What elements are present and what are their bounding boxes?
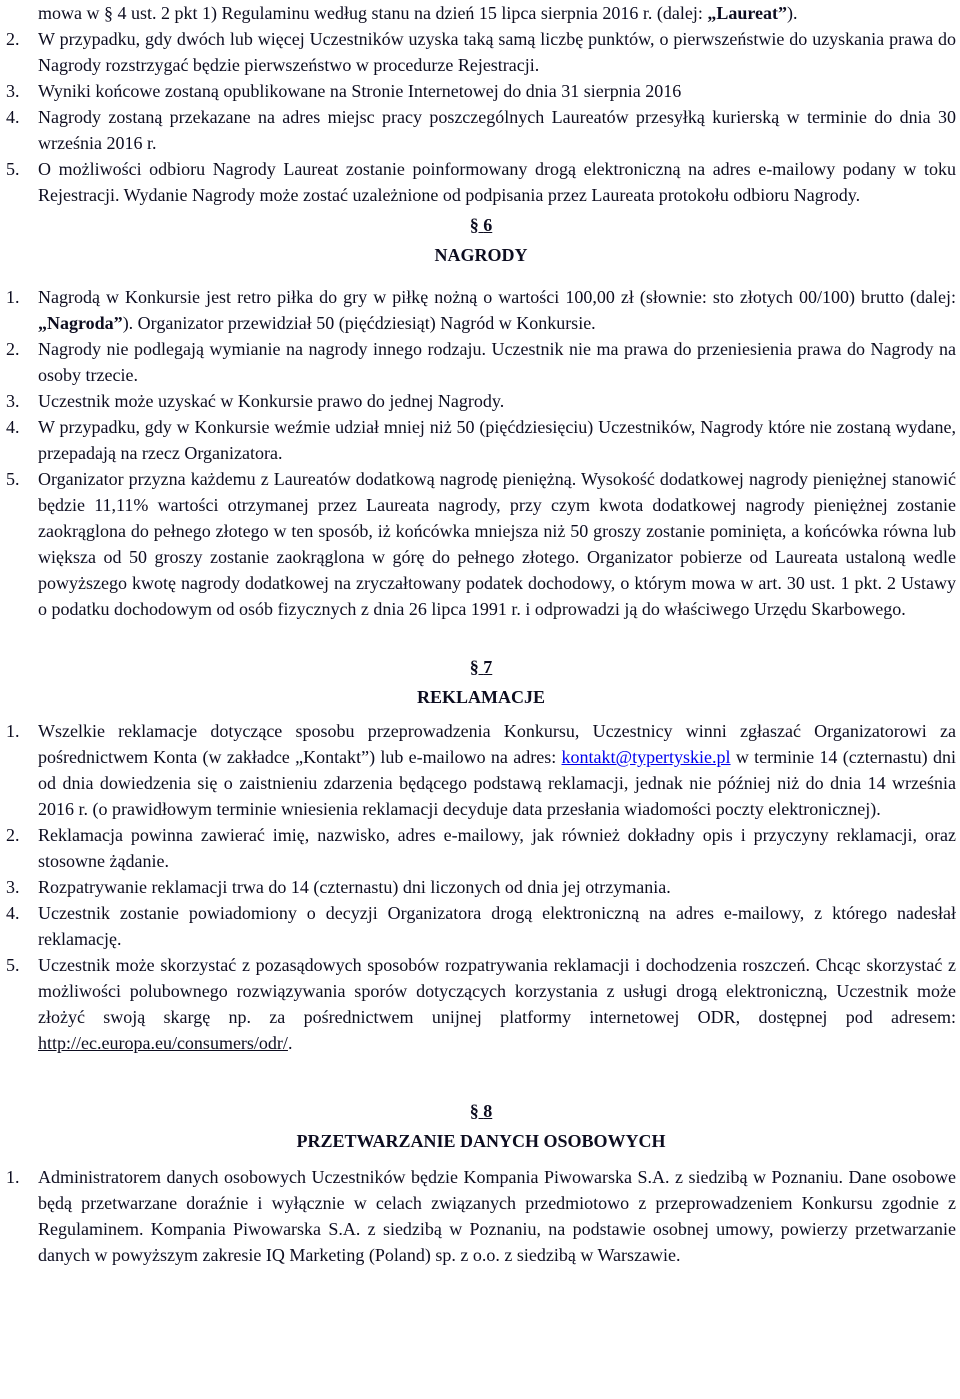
- item-text: Wszelkie reklamacje dotyczące sposobu przeprowadzenia Konkursu, Uczestnicy winni zgłaszać Organizatorowi za pośrednictwem Konta (w zakładce „Kontakt”) lub e-mailowo na adres: kontakt@typertyskie.pl w terminie 14 (czternastu) dni od dnia dowiedzenia się o zaistnieniu zdarzenia będącego podstawą reklamacji, jednak nie później niż do dnia 14 września 2016 r. (o prawidłowym terminie wniesienia reklamacji decyduje data przesłania wiadomości poczty elektronicznej).: [38, 721, 956, 819]
- list-item: [6, 900, 956, 952]
- item-text: Uczestnik może skorzystać z pozasądowych sposobów rozpatrywania reklamacji i dochodzenia roszczeń. Chcąc skorzystać z możliwości polubownego rozwiązywania sporów dotyczących korzystania z usługi drogą elektroniczną, Uczestnik może złożyć swoją skargę np. za pośrednictwem unijnej platformy internetowej ODR, dostępnej pod adresem: http://ec.europa.eu/consumers/odr/.: [38, 955, 956, 1053]
- item-number: 3.: [6, 391, 20, 411]
- item-number: 1.: [6, 1167, 20, 1187]
- item-number: 4.: [6, 107, 20, 127]
- item-text: W przypadku, gdy w Konkursie weźmie udział mniej niż 50 (pięćdziesięciu) Uczestników, Nagrody które nie zostaną wydane, przepadają na rzecz Organizatora.: [38, 417, 956, 463]
- section6-list: [6, 284, 956, 622]
- item-text: Nagrodą w Konkursie jest retro piłka do gry w piłkę nożną o wartości 100,00 zł (słownie: sto złotych 00/100) brutto (dalej: „Nagroda”). Organizator przewidział 50 (pięćdziesiąt) Nagród w Konkursie.: [38, 287, 956, 333]
- list-item: [6, 156, 956, 208]
- item-number: 2.: [6, 29, 20, 49]
- item-number: 1.: [6, 721, 20, 741]
- item-text: Reklamacja powinna zawierać imię, nazwisko, adres e-mailowy, jak również dokładny opis i przyczyny reklamacji, oraz stosowne żądanie.: [38, 825, 956, 871]
- section8-list: [6, 1164, 956, 1268]
- item-number: 4.: [6, 903, 20, 923]
- list-item: [6, 466, 956, 622]
- odr-platform-link[interactable]: http://ec.europa.eu/consumers/odr/: [38, 1033, 288, 1053]
- section-title: PRZETWARZANIE DANYCH OSOBOWYCH: [296, 1131, 666, 1151]
- item-number: 3.: [6, 81, 20, 101]
- item-text: Administratorem danych osobowych Uczestników będzie Kompania Piwowarska S.A. z siedzibą w Poznaniu. Dane osobowe będą przetwarzane doraźnie i wyłącznie w celach związanych przedmiotowo z przeprowadzeniem Konkursu zgodnie z Regulaminem. Kompania Piwowarska S.A. z siedzibą w Poznaniu, na podstawie osobnej umowy, powierzy przetwarzanie danych w powyższym zakresie IQ Marketing (Poland) sp. z o.o. z siedzibą w Warszawie.: [38, 1167, 956, 1265]
- item-number: 1.: [6, 287, 20, 307]
- intro-suffix: ).: [787, 3, 798, 23]
- item-number: 3.: [6, 877, 20, 897]
- item-number: 2.: [6, 339, 20, 359]
- list-item: [6, 284, 956, 336]
- item-text: Uczestnik może uzyskać w Konkursie prawo do jednej Nagrody.: [38, 391, 505, 411]
- list-item: [6, 822, 956, 874]
- list-item: [6, 1164, 956, 1268]
- item-number: 5.: [6, 955, 20, 975]
- intro-line: [38, 0, 956, 26]
- item-number: 5.: [6, 469, 20, 489]
- nagroda-term: „Nagroda”: [38, 313, 123, 333]
- section7-list: [6, 718, 956, 1056]
- list-item: [6, 104, 956, 156]
- item-text: O możliwości odbioru Nagrody Laureat zostanie poinformowany drogą elektroniczną na adres e-mailowy podany w toku Rejestracji. Wydanie Nagrody może zostać uzależnione od podpisania przez Laureata protokołu odbioru Nagrody.: [38, 159, 956, 205]
- item-text: Nagrody zostaną przekazane na adres miejsc pracy poszczególnych Laureatów przesyłką kurierską w terminie do dnia 30 września 2016 r.: [38, 107, 956, 153]
- laureat-term: „Laureat”: [707, 3, 788, 23]
- list-item: [6, 78, 956, 104]
- item-number: 2.: [6, 825, 20, 845]
- item-text: Wyniki końcowe zostaną opublikowane na Stronie Internetowej do dnia 31 sierpnia 2016: [38, 81, 682, 101]
- list-item: [6, 952, 956, 1056]
- contact-email-link[interactable]: kontakt@typertyskie.pl: [561, 747, 731, 767]
- section-number: § 7: [6, 654, 956, 680]
- item-text: Uczestnik zostanie powiadomiony o decyzji Organizatora drogą elektroniczną na adres e-mailowy, z którego nadesłał reklamację.: [38, 903, 956, 949]
- list-item: [6, 26, 956, 78]
- item-number: 5.: [6, 159, 20, 179]
- intro-text: mowa w § 4 ust. 2 pkt 1) Regulaminu według stanu na dzień 15 lipca sierpnia 2016 r. (dalej:: [38, 3, 708, 23]
- item-text: W przypadku, gdy dwóch lub więcej Uczestników uzyska taką samą liczbę punktów, o pierwszeństwie do uzyskania prawa do Nagrody rozstrzygać będzie pierwszeństwo w procedurze Rejestracji.: [38, 29, 956, 75]
- section-number: § 8: [6, 1098, 956, 1124]
- section-title: REKLAMACJE: [416, 687, 545, 707]
- item-text: Rozpatrywanie reklamacji trwa do 14 (czternastu) dni liczonych od dnia jej otrzymania.: [38, 877, 671, 897]
- list-item: [6, 874, 956, 900]
- list-item: [6, 336, 956, 388]
- list-item: [6, 388, 956, 414]
- item-text: Organizator przyzna każdemu z Laureatów dodatkową nagrodę pieniężną. Wysokość dodatkowej nagrody pieniężnej stanowić będzie 11,11% wartości otrzymanej przez Laureata nagrody, przy czym kwota dodatkowej nagrody pieniężnej zostanie zaokrąglona do pełnego złotego w ten sposób, iż końcówka mniejsza niż 50 groszy zostanie pominięta, a końcówka równa lub większa od 50 groszy zostanie zaokrąglona w górę do pełnego złotego. Organizator pobierze od Laureata ustaloną wedle powyższego kwotę nagrody dodatkowej na zryczałtowany podatek dochodowy, o którym mowa w art. 30 ust. 1 pkt. 2 Ustawy o podatku dochodowym od osób fizycznych z dnia 26 lipca 1991 r. i odprowadzi ją do właściwego Urzędu Skarbowego.: [38, 469, 956, 619]
- list-item: [6, 414, 956, 466]
- list-item: [6, 718, 956, 822]
- section5-list: [6, 26, 956, 208]
- section-number: § 6: [6, 212, 956, 238]
- item-text: Nagrody nie podlegają wymianie na nagrody innego rodzaju. Uczestnik nie ma prawa do przeniesienia prawa do Nagrody na osoby trzecie.: [38, 339, 956, 385]
- section-title: NAGRODY: [434, 245, 528, 265]
- item-number: 4.: [6, 417, 20, 437]
